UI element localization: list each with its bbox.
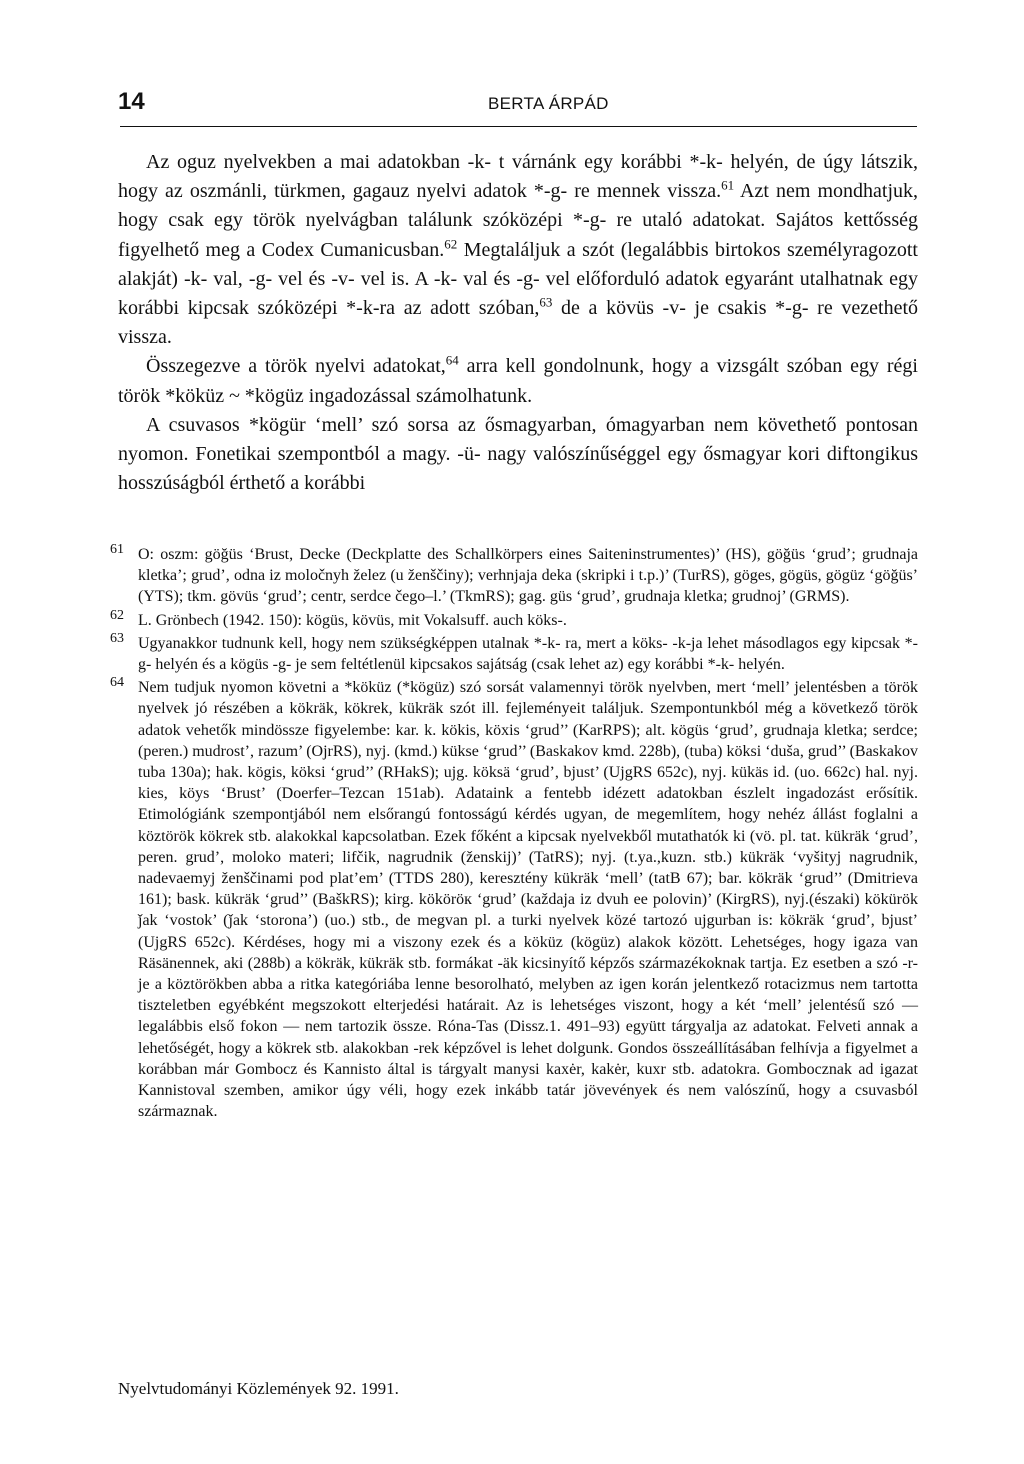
paragraph-1 bbox=[118, 148, 918, 352]
footnotes bbox=[110, 542, 918, 1124]
footnote-64 bbox=[110, 675, 918, 1122]
paragraph-1-part-2: Azt nem mondhatjuk, hogy csak egy török nyelvágban találunk szóközépi *-g- re utaló adatokat. Sajátos kettősség figyelhető meg a Codex Cumanicusban. bbox=[118, 180, 918, 261]
footnote-ref-62[interactable]: 62 bbox=[444, 235, 458, 251]
footnote-text: Ugyanakkor tudnunk kell, hogy nem szükségképpen utalnak *-k- ra, mert a köks- -k-ja lehet másodlagos egy kipcsak *-g- helyén és a kögüs -g- je sem feltétlenül kipcsakos sajátság (csak lehet az) egy korábbi *-k- helyén. bbox=[138, 634, 918, 674]
page-number: 14 bbox=[118, 88, 145, 115]
paragraph-1-part-3: Megtaláljuk a szót (legalábbis birtokos személyragozott alakját) -k- val, -g- vel és -v- vel is. A -k- val és -g- vel előforduló adatok egyaránt utalhatnak egy korábbi kipcsak szóközépi *-k-ra az adott szóban, bbox=[118, 238, 918, 320]
footnote-62 bbox=[110, 607, 918, 631]
main-text bbox=[118, 148, 918, 498]
footnote-number: 64 bbox=[110, 675, 124, 691]
footnote-ref-61[interactable]: 61 bbox=[721, 177, 735, 193]
header-rule bbox=[120, 126, 917, 127]
paragraph-3: A csuvasos *kӧgür ‘mell’ szó sorsa az ősmagyarban, ómagyarban nem követhető pontosan nyomon. Fonetikai szempontból a magy. -ü- nagy valószínűséggel egy ősmagyar kori diftongikus hosszúságból érthető a korábbi bbox=[118, 413, 918, 495]
page-header bbox=[118, 88, 918, 122]
paragraph-2-part-1: Összegezve a török nyelvi adatokat, bbox=[146, 355, 446, 378]
journal-footer: Nyelvtudományi Közlemények 92. 1991. bbox=[118, 1379, 399, 1398]
footnote-61 bbox=[110, 542, 918, 608]
paragraph-1-part-4: de a kövüs -v- je csakis *-g- re vezethető vissza. bbox=[118, 297, 919, 349]
footnote-ref-64[interactable]: 64 bbox=[445, 352, 459, 368]
footnote-text: Nem tudjuk nyomon követni a *köküz (*kögüz) szó sorsát valamennyi török nyelvben, mert ‘mell’ jelentésben a török nyelvek jó részében a kökräk, kökrek, kükräk szót ill. fejleményeit találjuk. Szempontunkból még a következő török adatok vehetők mindössze figyelembe: kar. k. kökis, köxis ‘grud’’ (KarRPS); alt. kögüs ‘grud’, grudnaja kletka; serdce; (peren.) mudrost’, razum’ (OjrRS), nyj. (kmd.) kükse ‘grud’’ (Baskakov kmd. 228b), (tuba) köksi ‘duša, grud’’ (Baskakov tuba 130a); hak. kögis, köksi ‘grud’’ (RHakS); ujg. köksä ‘grud’, bjust’ (UjgRS 652c), nyj. kükäs id. (uo. 662c) hal. nyj. kies, köys ‘Brust’ (Doerfer–Tezcan 151ab). Adataink a fentebb idézett adatokban észlelt ingadozást erősítik. Etimológiánk szempontjából nem elsőrangú fontosságú kérdés ugyan, de megemlítem, hogy nehéz állást foglalni a köztörök kökrek stb. alakokkal kapcsolatban. Ezek főként a kipcsak nyelvekből mutathatók ki (vö. pl. tat. kükräk ‘grud’, peren. grud’, moloko materi; lifčik, nagrudnik (ženskij)’ (TatRS); nyj. (t.ya.,kuzn. stb.) kükräk ‘vyšityj nagrudnik, nadevaemyj ženščinami pod plat’em’ (TTDS 280), keresztény kükräk ‘mell’ (tatB 67); bar. kökräk ‘grud’’ (Dmitrieva 161); bask. kükräk ‘grud’’ (BaškRS); kirg. kököröк ‘grud’ (každaja iz dvuh ee polovin)’ (KirgRS), nyj.(északi) kökürök ǰak ‘vostok’ (ǰak ‘storona’) (uo.) stb., de megvan pl. a turki nyelvek közé tartozó ujgurban is: kökräk ‘grud’, bjust’ (UjgRS 652c). Kérdéses, hogy mi a viszony ezek és a köküz (kögüz) alakok között. Lehetséges, hogy igaza van Räsänennek, aki (288b) a kökräk, kükräk stb. formákat -äk kicsinyítő képzős származékoknak tartja. Ez esetben a szó -r-je a köztörökben abba a ritka kategóriába lenne besorolható, melyben az igen korán jelentkező rotacizmus nem tartotta tiszteletben egyébként megszokott elterjedési határait. Az is lehetséges viszont, hogy a két ‘mell’ jelentésű szó — legalábbis első fokon — nem tartozik össze. Róna-Tas (Dissz.1. 491–93) együtt tárgyalja az adatokat. Felveti annak a lehetőségét, hogy a kökrek stb. alakokban -rek képzővel is lehet dolgunk. Gondos összeállításában felhívja a figyelmet a korábban már Gombocz és Kannisto által is tárgyalt manysi kaxėr, kakėr, kuxr stb. adatokra. Gombocznak ad igazat Kannistoval szemben, amikor úgy véli, hogy ezek inkább tatár jövevények és nem valószínű, hogy a csuvasból származnak. bbox=[138, 679, 918, 1121]
paragraph-2 bbox=[118, 352, 918, 410]
footnote-ref-63[interactable]: 63 bbox=[539, 294, 553, 310]
paragraph-2-part-2: arra kell gondolnunk, hogy a vizsgált szóban egy régi török *kӧküz ~ *kӧgüz ingadozással számolhatunk. bbox=[118, 355, 918, 407]
footnote-number: 63 bbox=[110, 630, 124, 646]
footnote-63 bbox=[110, 630, 918, 675]
footnote-text: O: oszm: gӧğüs ‘Brust, Decke (Deckplatte des Schallkörpers eines Saiteninstrumentes)’ (HS), gӧğüs ‘grud’; grudnaja kletka’; grud’, odna iz moločnyh želez (u ženščiny); verhnjaja deka (skripki i t.p.)’ (TurRS), göges, gögüs, gögüz ‘göğüs’ (YTS); tkm. gövüs ‘grud’; centr, serdce čego–l.’ (TkmRS); gag. güs ‘grud’, grudnaja kletka; grudnoj’ (GRMS). bbox=[138, 546, 918, 606]
footnote-number: 62 bbox=[110, 607, 124, 623]
running-head: BERTA ÁRPÁD bbox=[488, 94, 609, 113]
paragraph-1-part-1: Az oguz nyelvekben a mai adatokban -k- t várnánk egy korábbi *-k- helyén, de úgy látszik, hogy az oszmánli, türkmen, gagauz nyelvi adatok *-g- re mennek vissza. bbox=[118, 151, 918, 203]
footnote-text: L. Grönbech (1942. 150): kögüs, kövüs, mit Vokalsuff. auch köks-. bbox=[138, 611, 567, 629]
footnote-number: 61 bbox=[110, 542, 124, 557]
